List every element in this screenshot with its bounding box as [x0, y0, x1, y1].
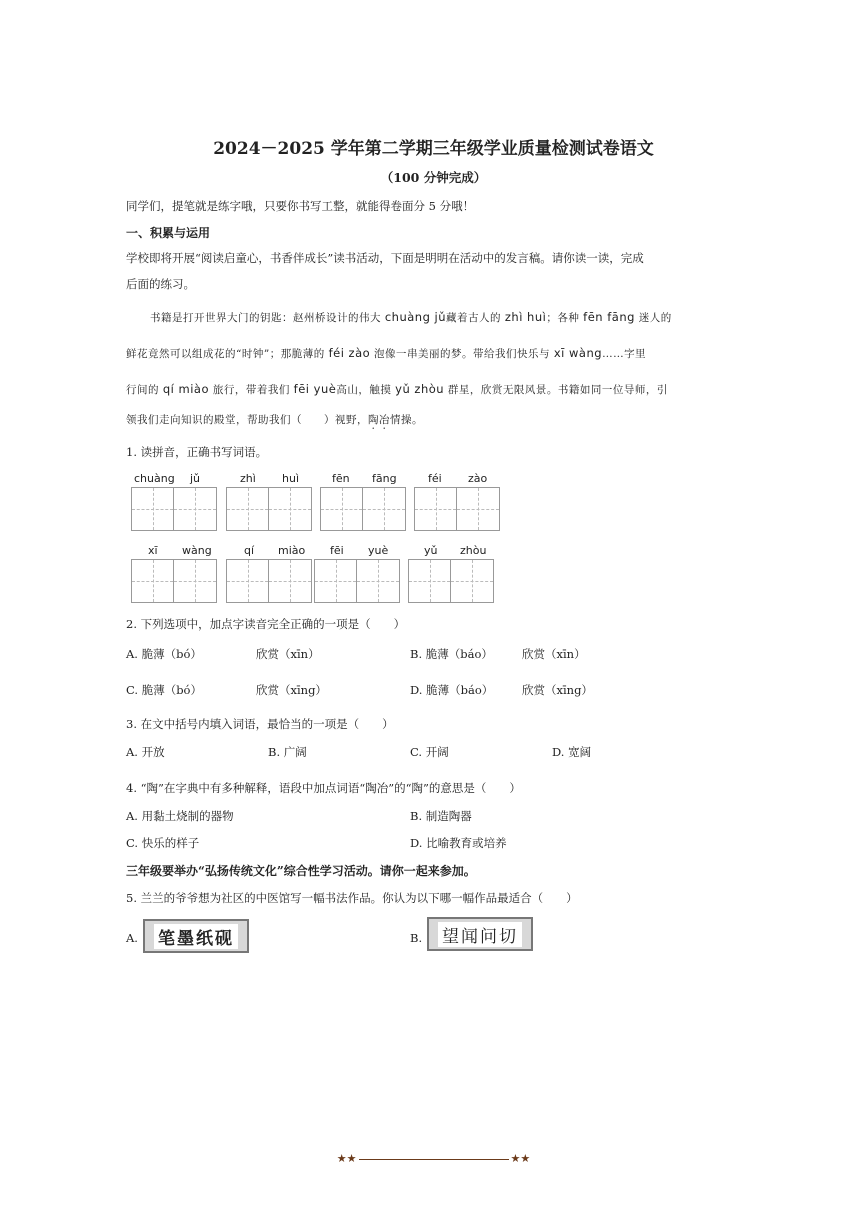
- intro-line-2: 后面的练习。: [126, 277, 195, 291]
- page-subtitle: （100 分钟完成）: [380, 170, 487, 185]
- option-d[interactable]: D. 比喻教育或培养: [410, 836, 507, 850]
- writing-grid[interactable]: [226, 559, 312, 603]
- passage-line-2: 鲜花竟然可以组成花的“时钟”；那脆薄的 féi zào 泡像一串美丽的梦。带给我们快乐与 xī wàng……字里: [126, 346, 647, 360]
- pinyin-label: zhì: [240, 472, 256, 485]
- passage-line-1: 书籍是打开世界大门的钥匙：赵州桥设计的伟大 chuàng jǔ藏着古人的 zhì huì；各种 fēn fāng 迷人的: [150, 310, 672, 324]
- option-a-word2: 欣赏（xīn）: [256, 647, 320, 661]
- star-icon: ★★: [336, 1152, 357, 1165]
- option-c-word2: 欣赏（xīng）: [256, 683, 327, 697]
- passage-line-3: 行间的 qí miào 旅行，带着我们 fēi yuè高山，触摸 yǔ zhòu 群星，欣赏无限风景。书籍如同一位导师，引: [126, 382, 668, 396]
- pinyin-label: huì: [282, 472, 299, 485]
- emphasized-word: 陶冶: [368, 414, 390, 426]
- pinyin-label: chuàng: [134, 472, 175, 485]
- option-c[interactable]: C. 脆薄（bó）: [126, 683, 202, 697]
- intro-line-1: 学校即将开展“阅读启童心，书香伴成长”读书活动，下面是明明在活动中的发言稿。请你读一读，完成: [126, 251, 644, 265]
- section-heading-1: 一、积累与运用: [126, 226, 211, 240]
- option-c[interactable]: C. 快乐的样子: [126, 836, 200, 850]
- section-heading-2: 三年级要举办“弘扬传统文化”综合性学习活动。请你一起来参加。: [126, 864, 476, 878]
- passage-line-4: 领我们走向知识的殿堂，帮助我们（ ）视野，陶冶情操。: [126, 414, 423, 426]
- option-a[interactable]: A. 开放: [126, 745, 165, 759]
- pinyin-label: yǔ: [424, 544, 438, 557]
- page-footer: [0, 1152, 867, 1165]
- question-1: 1. 读拼音，正确书写词语。: [126, 445, 268, 459]
- option-a[interactable]: A. 用黏土烧制的器物: [126, 809, 234, 823]
- writing-grid[interactable]: [131, 487, 217, 531]
- writing-grid[interactable]: [314, 559, 400, 603]
- pinyin-label: xī: [148, 544, 158, 557]
- pinyin-label: fēn: [332, 472, 350, 485]
- question-2: 2. 下列选项中，加点字读音完全正确的一项是（ ）: [126, 617, 406, 631]
- option-a-label[interactable]: A.: [126, 931, 138, 945]
- option-d[interactable]: D. 宽阔: [552, 745, 592, 759]
- option-c[interactable]: C. 开阔: [410, 745, 449, 759]
- pinyin-label: qí: [244, 544, 255, 557]
- option-d[interactable]: D. 脆薄（báo）: [410, 683, 494, 697]
- pinyin-label: miào: [278, 544, 306, 557]
- pinyin-label: féi: [428, 472, 442, 485]
- option-a[interactable]: A. 脆薄（bó）: [126, 647, 202, 661]
- star-icon: ★★: [510, 1152, 531, 1165]
- writing-grid[interactable]: [414, 487, 500, 531]
- writing-grid[interactable]: [226, 487, 312, 531]
- option-b-word2: 欣赏（xīn）: [522, 647, 586, 661]
- pinyin-label: fēi: [330, 544, 344, 557]
- calligraphy-image-b[interactable]: 望闻问切: [427, 917, 533, 951]
- question-4: 4. “陶”在字典中有多种解释，语段中加点词语“陶冶”的“陶”的意思是（ ）: [126, 781, 521, 795]
- pinyin-label: wàng: [182, 544, 212, 557]
- option-d-word2: 欣赏（xīng）: [522, 683, 593, 697]
- pinyin-label: fāng: [372, 472, 397, 485]
- pinyin-label: yuè: [368, 544, 389, 557]
- writing-grid[interactable]: [131, 559, 217, 603]
- pinyin-label: zào: [468, 472, 488, 485]
- question-5: 5. 兰兰的爷爷想为社区的中医馆写一幅书法作品。你认为以下哪一幅作品最适合（ ）: [126, 891, 578, 905]
- pinyin-label: jǔ: [190, 472, 201, 485]
- option-b-label[interactable]: B.: [410, 931, 423, 945]
- question-3: 3. 在文中括号内填入词语，最恰当的一项是（ ）: [126, 717, 394, 731]
- writing-grid[interactable]: [408, 559, 494, 603]
- option-b[interactable]: B. 制造陶器: [410, 809, 472, 823]
- page-title: 2024－2025 学年第二学期三年级学业质量检测试卷语文: [213, 139, 654, 159]
- calligraphy-image-a[interactable]: 笔墨纸砚: [143, 919, 249, 953]
- writing-grid[interactable]: [320, 487, 406, 531]
- option-b[interactable]: B. 广阔: [268, 745, 307, 759]
- pinyin-label: zhòu: [460, 544, 487, 557]
- handwriting-note: 同学们，提笔就是练字哦，只要你书写工整，就能得卷面分 5 分哦！: [126, 199, 475, 213]
- footer-divider: [359, 1159, 509, 1160]
- option-b[interactable]: B. 脆薄（báo）: [410, 647, 493, 661]
